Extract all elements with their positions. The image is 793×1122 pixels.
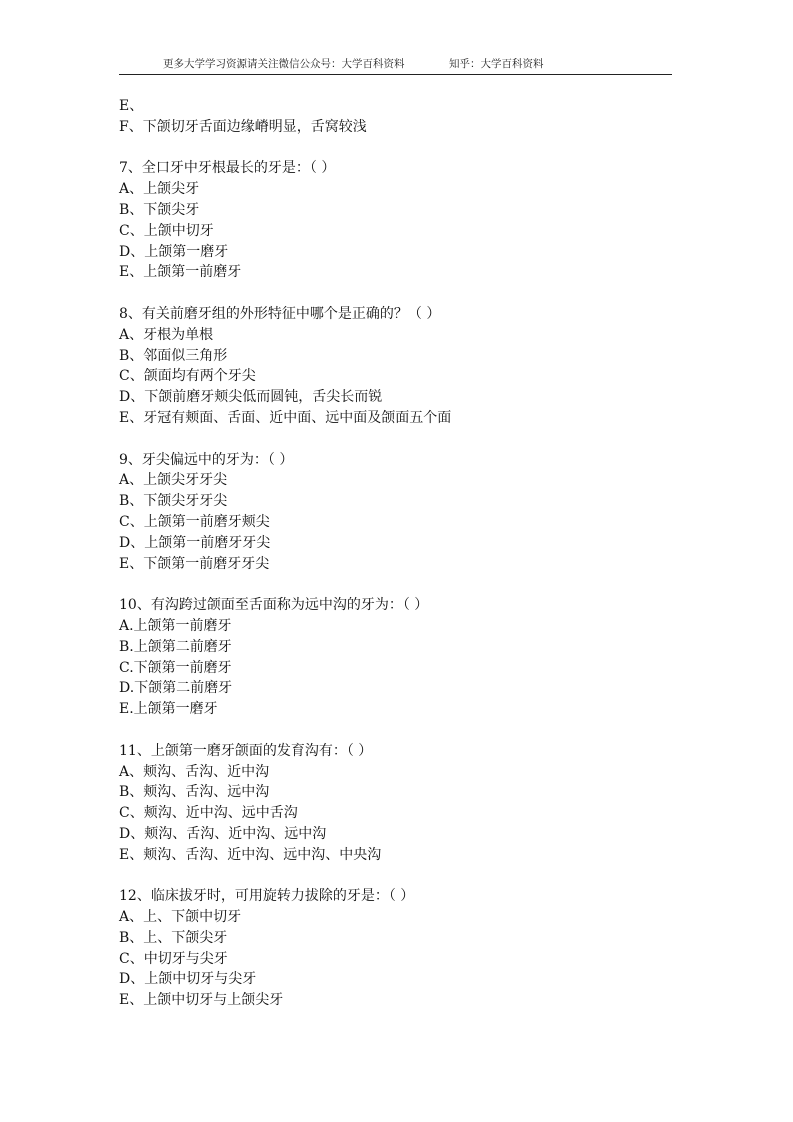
answer-option: E、上颌第一前磨牙 — [119, 264, 242, 281]
answer-option: B、下颌尖牙 — [119, 201, 200, 218]
answer-option: B.上颌第二前磨牙 — [119, 638, 232, 655]
answer-option: E、上颌中切牙与上颌尖牙 — [119, 992, 284, 1009]
answer-option: E、牙冠有颊面、舌面、近中面、远中面及颌面五个面 — [119, 409, 452, 426]
question-list — [119, 96, 679, 1011]
question-text: 8、有关前磨牙组的外形特征中哪个是正确的？（ ） — [119, 305, 441, 322]
block-spacer — [119, 429, 679, 450]
answer-option: C、中切牙与尖牙 — [119, 950, 228, 967]
question-text: 9、牙尖偏远中的牙为：（ ） — [119, 451, 294, 468]
answer-option: D、颊沟、舌沟、近中沟、远中沟 — [119, 825, 327, 842]
answer-option: D.下颌第二前磨牙 — [119, 680, 233, 697]
answer-option: A、上颌尖牙 — [119, 181, 200, 198]
question-block — [119, 886, 679, 1011]
answer-option: C.下颌第一前磨牙 — [119, 659, 232, 676]
answer-option: D、下颌前磨牙颊尖低而圆钝，舌尖长而锐 — [119, 389, 383, 406]
block-spacer — [119, 138, 679, 159]
question-text: 12、临床拔牙时，可用旋转力拔除的牙是：（ ） — [119, 888, 415, 905]
answer-option: E、下颌第一前磨牙牙尖 — [119, 555, 270, 572]
header-left-text: 更多大学学习资源请关注微信公众号：大学百科资料 — [163, 58, 405, 70]
answer-option: B、下颌尖牙牙尖 — [119, 493, 228, 510]
answer-option: D、上颌第一磨牙 — [119, 243, 229, 260]
answer-option: C、上颌中切牙 — [119, 222, 214, 239]
answer-option: D、上颌第一前磨牙牙尖 — [119, 534, 271, 551]
answer-option: A、颊沟、舌沟、近中沟 — [119, 763, 270, 780]
header-right-text: 知乎：大学百科资料 — [449, 58, 544, 70]
question-block — [119, 304, 679, 429]
answer-option: C、上颌第一前磨牙颊尖 — [119, 513, 270, 530]
page-header — [119, 54, 672, 75]
question-text: 10、有沟跨过颌面至舌面称为远中沟的牙为：（ ） — [119, 597, 429, 614]
question-text: 11、上颌第一磨牙颌面的发育沟有：（ ） — [119, 742, 373, 759]
answer-option: C、颌面均有两个牙尖 — [119, 368, 256, 385]
answer-option: A、上、下颌中切牙 — [119, 909, 242, 926]
block-spacer — [119, 574, 679, 595]
answer-option: E.上颌第一磨牙 — [119, 701, 218, 718]
question-text: 7、全口牙中牙根最长的牙是：（ ） — [119, 160, 336, 177]
question-block — [119, 96, 679, 138]
answer-option: C、颊沟、近中沟、远中舌沟 — [119, 805, 298, 822]
answer-option: B、颊沟、舌沟、远中沟 — [119, 784, 270, 801]
answer-option: B、邻面似三角形 — [119, 347, 228, 364]
answer-option: E、颊沟、舌沟、近中沟、远中沟、中央沟 — [119, 846, 382, 863]
question-block — [119, 595, 679, 720]
question-block — [119, 450, 679, 575]
answer-option: D、上颌中切牙与尖牙 — [119, 971, 257, 988]
answer-option: E、 — [119, 98, 144, 114]
answer-option: A.上颌第一前磨牙 — [119, 617, 232, 634]
block-spacer — [119, 283, 679, 304]
block-spacer — [119, 865, 679, 886]
answer-option: F、下颌切牙舌面边缘嵴明显，舌窝较浅 — [119, 118, 367, 135]
answer-option: A、牙根为单根 — [119, 326, 214, 343]
answer-option: A、上颌尖牙牙尖 — [119, 472, 228, 489]
question-block — [119, 158, 679, 283]
answer-option: B、上、下颌尖牙 — [119, 929, 228, 946]
question-block — [119, 741, 679, 866]
block-spacer — [119, 720, 679, 741]
